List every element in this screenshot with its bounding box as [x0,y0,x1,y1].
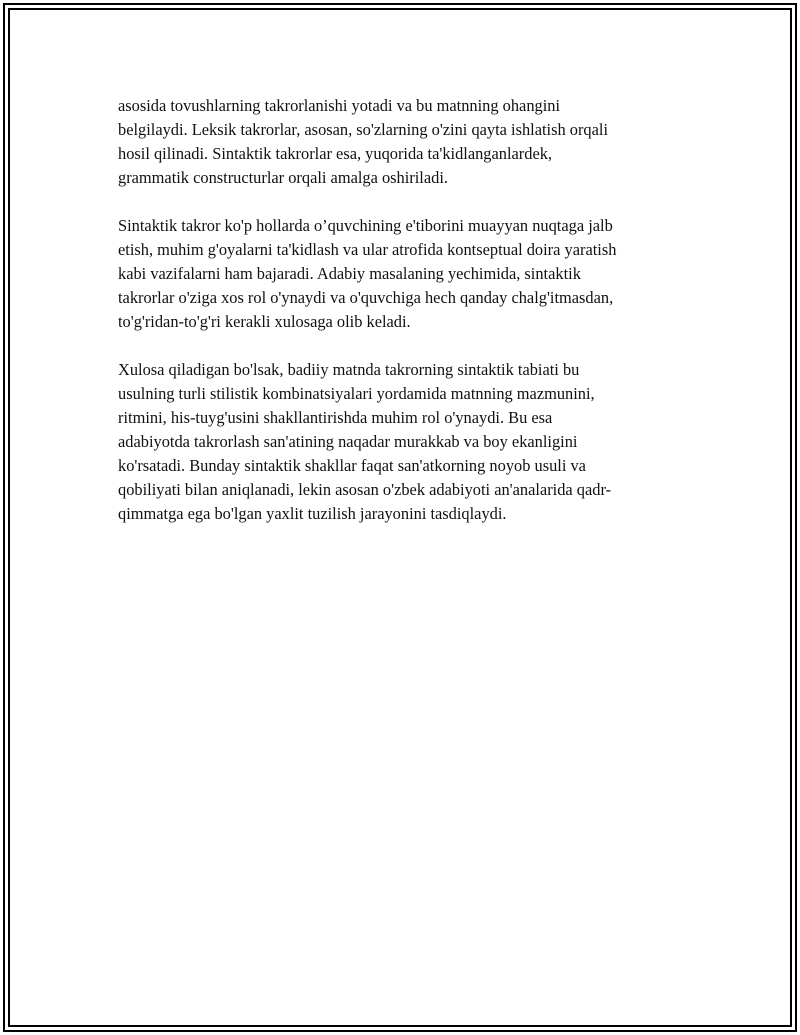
text-line: etish, muhim g'oyalarni ta'kidlash va ular atrofida kontseptual doira yaratish [118,240,617,259]
text-line: grammatik constructurlar orqali amalga oshiriladi. [118,168,448,187]
text-line: to'g'ridan-to'g'ri kerakli xulosaga olib keladi. [118,312,411,331]
text-line: kabi vazifalarni ham bajaradi. Adabiy masalaning yechimida, sintaktik [118,264,581,283]
text-line: adabiyotda takrorlash san'atining naqadar murakkab va boy ekanligini [118,432,578,451]
text-line: usulning turli stilistik kombinatsiyalari yordamida matnning mazmunini, [118,384,595,403]
text-line: Xulosa qiladigan bo'lsak, badiiy matnda takrorning sintaktik tabiati bu [118,360,580,379]
text-line: ritmini, his-tuyg'usini shakllantirishda muhim rol o'ynaydi. Bu esa [118,408,553,427]
text-line: belgilaydi. Leksik takrorlar, asosan, so'zlarning o'zini qayta ishlatish orqali [118,120,609,139]
paragraph-2 [118,214,680,334]
text-line: Sintaktik takror ko'p hollarda o’quvchining e'tiborini muayyan nuqtaga jalb [118,216,613,235]
text-line: asosida tovushlarning takrorlanishi yotadi va bu matnning ohangini [118,96,561,115]
document-body [118,94,680,550]
text-line: hosil qilinadi. Sintaktik takrorlar esa, yuqorida ta'kidlanganlardek, [118,144,553,163]
text-line: qimmatga ega bo'lgan yaxlit tuzilish jarayonini tasdiqlaydi. [118,504,507,523]
paragraph-3 [118,358,680,526]
text-line: takrorlar o'ziga xos rol o'ynaydi va o'quvchiga hech qanday chalg'itmasdan, [118,288,614,307]
text-line: qobiliyati bilan aniqlanadi, lekin asosan o'zbek adabiyoti an'analarida qadr- [118,480,612,499]
paragraph-1 [118,94,680,190]
text-line: ko'rsatadi. Bunday sintaktik shakllar faqat san'atkorning noyob usuli va [118,456,586,475]
